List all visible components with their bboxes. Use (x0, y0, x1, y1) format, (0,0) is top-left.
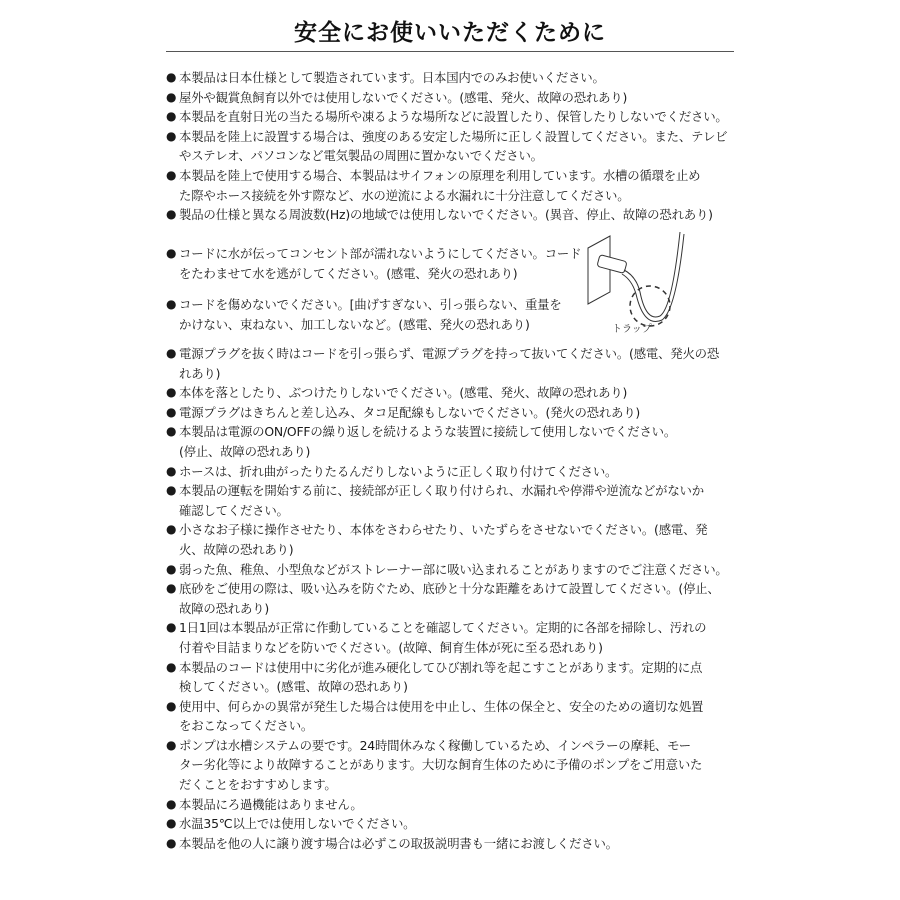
safety-item-text: 本製品の運転を開始する前に、接続部が正しく取り付けられ、水漏れや停滞や逆流などがないか (179, 483, 704, 499)
safety-item (166, 127, 740, 166)
safety-item (166, 814, 740, 834)
bullet-icon: ● (166, 207, 177, 222)
safety-item (166, 736, 740, 795)
bullet-icon: ● (166, 659, 177, 674)
safety-item-text: 1日1回は本製品が正常に作動していることを確認してください。定期的に各部を掃除し、汚れの (179, 620, 707, 636)
safety-item (166, 344, 740, 383)
safety-item-text: 本製品にろ過機能はありません。 (179, 796, 363, 812)
safety-item-text: 故障の恐れあり) (179, 600, 269, 616)
safety-item (166, 697, 740, 736)
bullet-icon: ● (166, 70, 177, 84)
safety-item-text: 小さなお子様に操作させたり、本体をさわらせたり、いたずらをさせないでください。(感電、発 (179, 522, 708, 538)
safety-item (166, 244, 582, 283)
safety-item-text: 本製品のコードは使用中に劣化が進み硬化してひび割れ等を起こすことがあります。定期的に点 (179, 659, 703, 675)
safety-item-text: (停止、故障の恐れあり) (179, 443, 311, 459)
trap-label: トラップ (612, 324, 652, 335)
bullet-icon: ● (166, 835, 177, 850)
bullet-icon: ● (166, 128, 177, 143)
safety-item (166, 462, 740, 482)
safety-item (166, 560, 740, 580)
safety-item (166, 68, 740, 88)
safety-item-text: 本製品を陸上に設置する場合は、強度のある安定した場所に正しく設置してください。また、テレビ (179, 128, 728, 144)
bullet-icon: ● (166, 297, 177, 312)
safety-item-text: 本製品を他の人に譲り渡す場合は必ずこの取扱説明書も一緒にお渡しください。 (179, 835, 618, 851)
bullet-icon: ● (166, 246, 177, 260)
safety-item-text: 水温35℃以上では使用しないでください。 (179, 816, 416, 832)
safety-item-text: 底砂をご使用の際は、吸い込みを防ぐため、底砂と十分な距離をあけて設置してください。(停止、 (179, 581, 720, 597)
safety-item-text: をおこなってください。 (179, 718, 314, 734)
safety-item (166, 795, 740, 815)
bullet-icon: ● (166, 89, 177, 104)
bullet-icon: ● (166, 522, 177, 537)
safety-item (166, 295, 566, 334)
safety-item-text: 本製品は電源のON/OFFの繰り返しを続けるような装置に接続して使用しないでください。 (179, 424, 677, 440)
safety-item-text: 電源プラグを抜く時はコードを引っ張らず、電源プラグを持って抜いてください。(感電、発火の恐 (179, 346, 720, 361)
safety-item-text: コードに水が伝ってコンセント部が濡れないようにしてください。コード (179, 246, 582, 261)
safety-item (166, 88, 740, 108)
safety-item-text: 火、故障の恐れあり) (179, 541, 294, 557)
safety-item (166, 166, 740, 205)
title-divider (166, 51, 734, 52)
safety-item (166, 107, 740, 127)
safety-item (166, 383, 740, 403)
bullet-icon: ● (166, 424, 177, 439)
safety-item-text: 本製品は日本仕様として製造されています。日本国内でのみお使いください。 (179, 70, 605, 85)
safety-item-text: 付着や目詰まりなどを防いでください。(故障、飼育生体が死に至る恐れあり) (179, 639, 603, 655)
safety-item-text: ポンプは水槽システムの要です。24時間休みなく稼働しているため、インペラーの摩耗、モー (179, 737, 691, 753)
bullet-icon: ● (166, 620, 177, 635)
safety-list-general (166, 68, 740, 225)
safety-item (166, 618, 740, 657)
bullet-icon: ● (166, 737, 177, 752)
safety-item (166, 403, 740, 423)
safety-item-text: れあり) (179, 365, 221, 381)
safety-item-text: 弱った魚、稚魚、小型魚などがストレーナー部に吸い込まれることがありますのでご注意ください。 (179, 561, 728, 577)
safety-item-text: 検してください。(感電、故障の恐れあり) (179, 679, 408, 695)
safety-item-text: ホースは、折れ曲がったりたるんだりしないように正しく取り付けてください。 (179, 463, 618, 479)
safety-item-text: やステレオ、パソコンなど電気製品の周囲に置かないでください。 (179, 148, 543, 164)
bullet-icon: ● (166, 463, 177, 478)
safety-item-text: ター劣化等により故障することがあります。大切な飼育生体のために予備のポンプをご用意いた (179, 757, 703, 773)
safety-item-text: コードを傷めないでください。[曲げすぎない、引っ張らない、重量を (179, 297, 562, 313)
bullet-icon: ● (166, 483, 177, 498)
safety-item-text: 本製品を陸上で使用する場合、本製品はサイフォンの原理を利用しています。水槽の循環を止め (179, 167, 701, 183)
bullet-icon: ● (166, 816, 177, 831)
bullet-icon: ● (166, 561, 177, 576)
bullet-icon: ● (166, 167, 177, 182)
safety-item-text: 屋外や観賞魚飼育以外では使用しないでください。(感電、発火、故障の恐れあり) (179, 89, 628, 105)
safety-item (166, 579, 740, 618)
safety-item-text: をたわませて水を逃がしてください。(感電、発火の恐れあり) (179, 265, 518, 281)
safety-item-text: 確認してください。 (179, 502, 289, 518)
safety-item-text: た際やホース接続を外す際など、水の逆流による水漏れに十分注意してください。 (179, 187, 630, 203)
safety-item (166, 834, 740, 854)
bullet-icon: ● (166, 698, 177, 713)
page-title: 安全にお使いいただくために (294, 20, 606, 46)
safety-item-text: 製品の仕様と異なる周波数(Hz)の地域では使用しないでください。(異音、停止、故障の恐れあり) (179, 207, 713, 223)
bullet-icon: ● (166, 796, 177, 811)
safety-item-text: 本体を落としたり、ぶつけたりしないでください。(感電、発火、故障の恐れあり) (179, 385, 628, 401)
safety-item (166, 520, 740, 559)
safety-item (166, 422, 740, 461)
safety-item-text: だくことをおすすめします。 (179, 777, 337, 793)
safety-item-text: 使用中、何らかの異常が発生した場合は使用を中止し、生体の保全と、安全のための適切な処置 (179, 698, 704, 714)
safety-item (166, 205, 740, 225)
safety-list-operation (166, 344, 740, 853)
bullet-icon: ● (166, 385, 177, 400)
safety-item-text: かけない、束ねない、加工しないなど。(感電、発火の恐れあり) (179, 316, 530, 332)
safety-item (166, 658, 740, 697)
bullet-icon: ● (166, 404, 177, 419)
safety-list-cord (166, 244, 582, 346)
bullet-icon: ● (166, 109, 177, 124)
bullet-icon: ● (166, 581, 177, 596)
bullet-icon: ● (166, 346, 177, 360)
safety-item-text: 電源プラグはきちんと差し込み、タコ足配線もしないでください。(発火の恐れあり) (179, 404, 641, 420)
safety-item (166, 481, 740, 520)
safety-item-text: 本製品を直射日光の当たる場所や凍るような場所などに設置したり、保管したりしないでください。 (179, 109, 728, 125)
